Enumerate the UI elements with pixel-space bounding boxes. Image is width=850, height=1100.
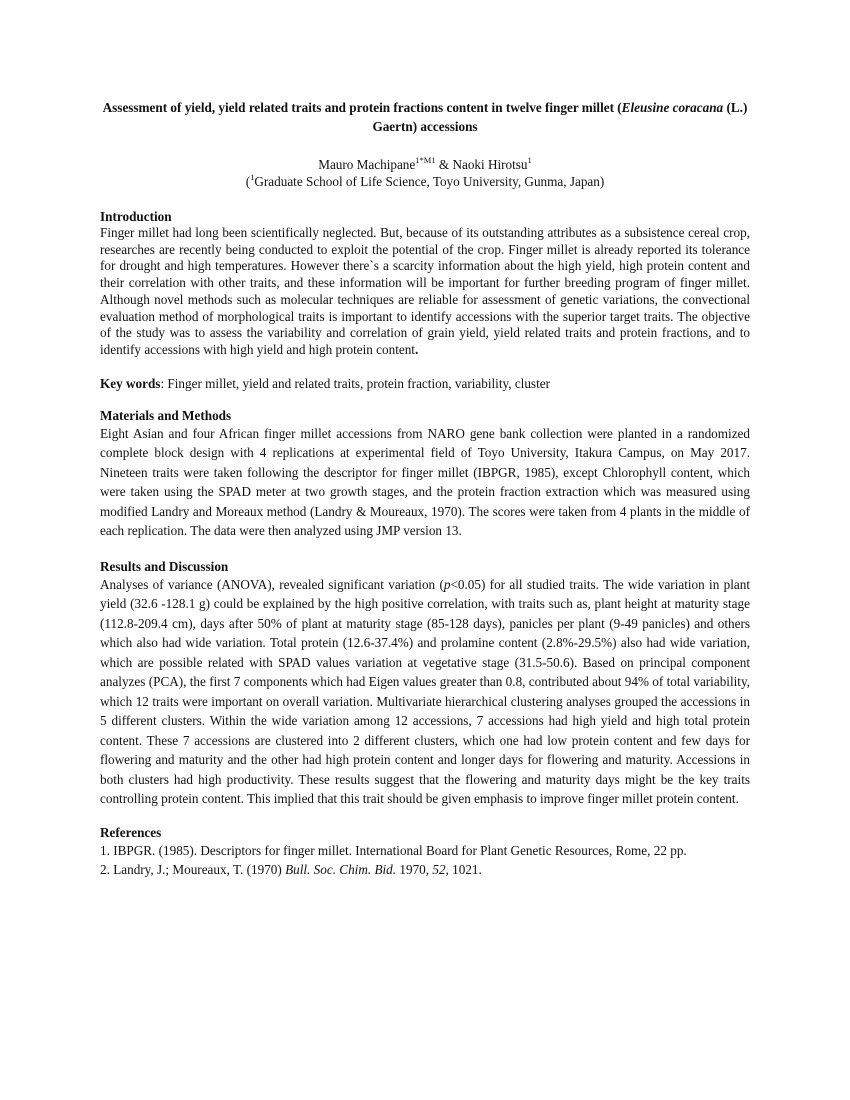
author-2-affiliation-mark: 1 [527,155,532,166]
title-text-part2: (L.) Gaertn) accessions [372,100,748,134]
keywords-text: : Finger millet, yield and related traits, protein fraction, variability, cluster [160,375,550,391]
p-value-symbol: p [443,576,451,592]
keywords-label: Key words [100,375,161,391]
introduction-end-mark: . [414,341,419,357]
author-line [100,156,750,173]
author-2-name: Naoki Hirotsu [452,157,528,172]
affiliation-line [100,173,750,190]
affiliation-text: Graduate School of Life Science, Toyo University, Gunma, Japan) [254,174,605,189]
reference-1: 1. IBPGR. (1985). Descriptors for finger millet. International Board for Plant Genetic Resources, Rome, 22 pp. [100,842,687,858]
section-materials-methods [100,408,750,541]
title-text-part1: Assessment of yield, yield related traits and protein fractions content in twelve finger millet ( [102,100,622,115]
reference-2 [100,860,750,880]
materials-methods-heading: Materials and Methods [100,407,232,423]
author-1-name: Mauro Machipane [318,157,416,172]
results-text-rest: <0.05) for all studied traits. The wide variation in plant yield (32.6 -128.1 g) could be explained by the high positive correlation, with traits such as, plant height at maturity stage (112.8-209.4 cm), days after 50% of plant at maturity stage (85-128 days), panicles per plant (9-49 panicles) and others which also had wide variation. Total protein (12.6-37.4%) and prolamine content (2.8%-29.5%) also had wide variation, which are possible related with SPAD values variation at vegetative stage (31.5-50.6). Based on principal component analyzes (PCA), the first 7 components which had Eigen values greater than 0.8, contributed about 94% of total variability, which 12 traits were important on overall variation. Multivariate hierarchical clustering analyses grouped the accessions in 5 different clusters. Within the wide variation among 12 accessions, 7 accessions had high yield and high total protein content. These 7 accessions are clustered into 2 different clusters, which one had low protein content and few days for flowering and maturity and the other had high protein content and longer days for flowering and maturity. Accessions in both clusters had high productivity. These results suggest that the flowering and maturity days might be the key traits controlling protein content. This implied that this trait should be given emphasis to improve finger millet protein content. [100,576,751,807]
paper-page [100,98,750,880]
results-discussion-heading: Results and Discussion [100,558,229,574]
affiliation-open-paren: ( [245,174,251,189]
author-1-affiliation-mark: 1*M1 [415,155,436,166]
section-keywords [100,375,750,392]
reference-2-pages: 1021. [448,862,482,878]
reference-2-authors: 2. Landry, J.; Moureaux, T. (1970) [100,862,286,878]
author-connector: & [435,157,453,172]
reference-2-year: 1970, [396,862,433,878]
introduction-text: Finger millet had long been scientifically neglected. But, because of its outstanding attributes as a subsistence cereal crop, researches are recently being conducted to exploit the potential of the crop. Finger millet is already reported its tolerance for drought and high temperatures. However there`s a scarcity information about the high yield, high protein content and their correlation with other traits, and these information will be important for further breeding program of finger millet. Although novel methods such as molecular techniques are reliable for assessment of genetic variations, the convectional evaluation method of morphological traits is important to identify accessions with the superior target traits. The objective of the study was to assess the variability and correlation of grain yield, yield related traits and protein fractions, and to identify accessions with high yield and high protein content [100,225,750,357]
reference-2-volume: 52, [432,862,449,878]
introduction-body [100,225,750,359]
section-references [100,825,750,880]
results-text-start: Analyses of variance (ANOVA), revealed significant variation ( [100,576,444,592]
introduction-heading: Introduction [100,209,172,224]
results-discussion-body [100,575,750,809]
affiliation-mark: 1 [250,172,255,183]
paper-title [100,98,750,136]
section-introduction [100,209,750,359]
title-species-name: Eleusine coracana [621,100,724,115]
materials-methods-body: Eight Asian and four African finger millet accessions from NARO gene bank collection were planted in a randomized complete block design with 4 replications at experimental field of Toyo University, Itakura Campus, on May 2017. Nineteen traits were taken following the descriptor for finger millet (IBPGR, 1985), except Chlorophyll content, which were taken using the SPAD meter at two growth stages, and the protein fraction extraction which was measured using modified Landry and Moreaux method (Landry & Moureaux, 1970). The scores were taken from 4 plants in the middle of each replication. The data were then analyzed using JMP version 13. [100,425,750,539]
references-heading: References [100,824,162,840]
section-results-discussion [100,559,750,809]
reference-2-journal: Bull. Soc. Chim. Bid. [285,862,397,878]
